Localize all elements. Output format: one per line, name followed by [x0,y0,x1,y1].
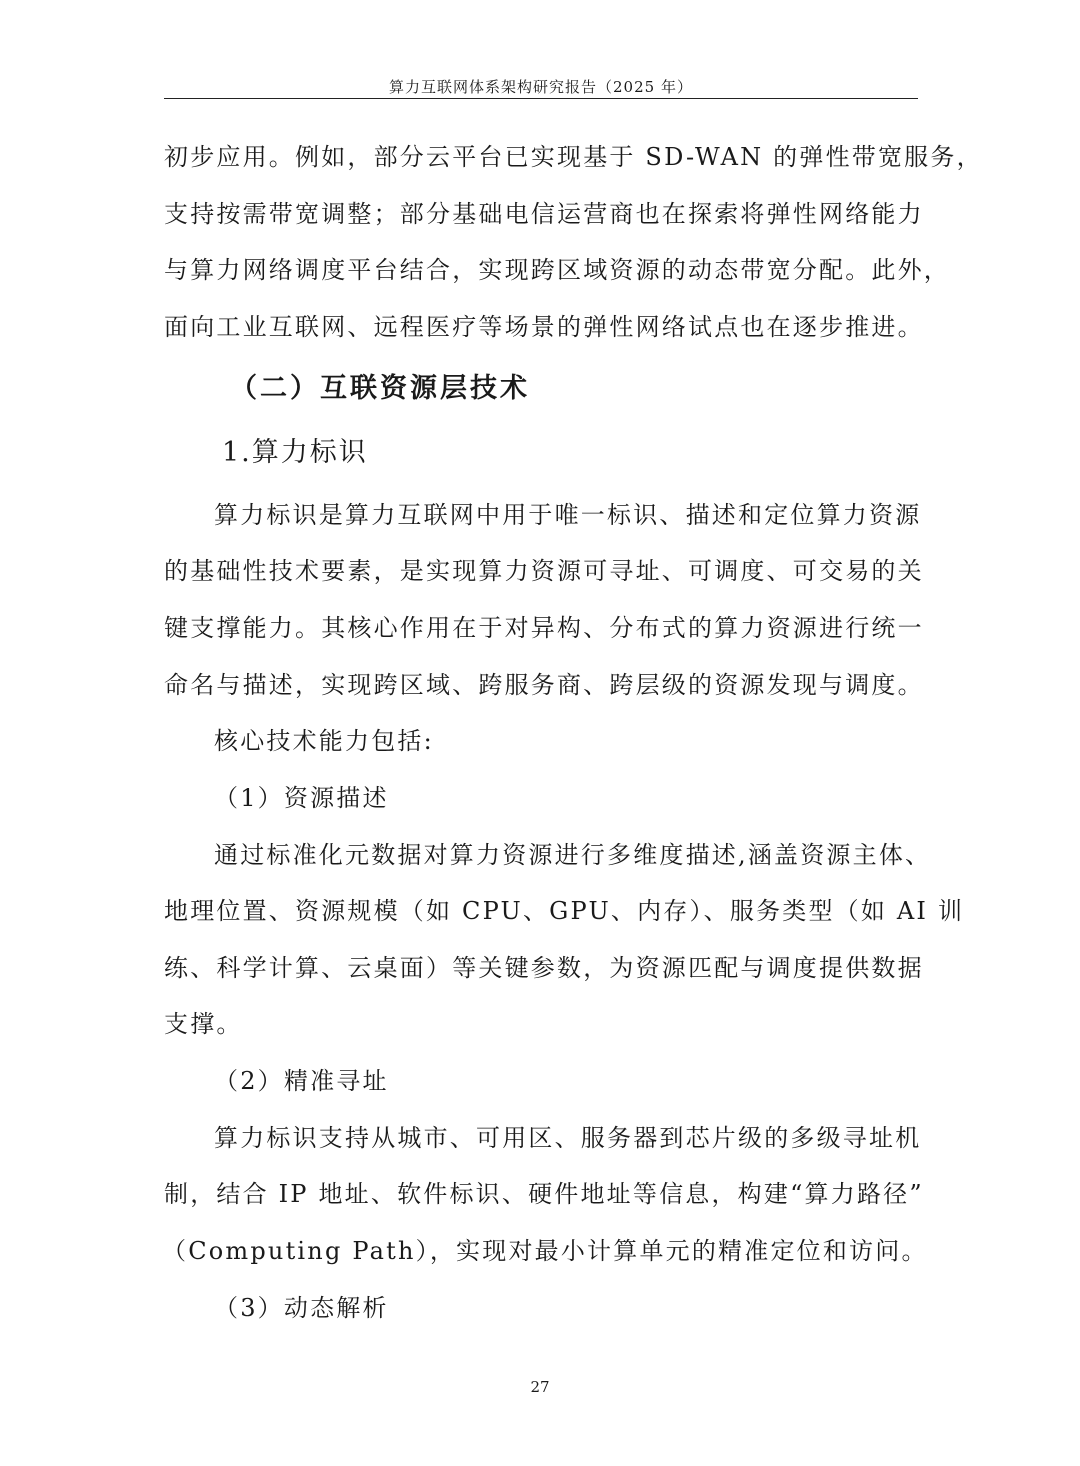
paragraph-line: 与算力网络调度平台结合，实现跨区域资源的动态带宽分配。此外， [164,256,950,284]
item-heading: （1）资源描述 [214,784,389,812]
item-heading: （3）动态解析 [214,1294,389,1322]
section-heading: （二）互联资源层技术 [230,373,530,404]
paragraph-line: 地理位置、资源规模（如 CPU、GPU、内存）、服务类型（如 AI 训 [164,897,965,925]
paragraph-line: （Computing Path），实现对最小计算单元的精准定位和访问。 [162,1237,928,1265]
paragraph-line: 通过标准化元数据对算力资源进行多维度描述,涵盖资源主体、 [214,841,932,869]
paragraph-line: 键支撑能力。其核心作用在于对异构、分布式的算力资源进行统一 [164,614,924,642]
capabilities-lead: 核心技术能力包括: [214,727,434,755]
paragraph-line: 初步应用。例如，部分云平台已实现基于 SD-WAN 的弹性带宽服务， [164,143,983,171]
paragraph-line: 的基础性技术要素，是实现算力资源可寻址、可调度、可交易的关 [164,557,924,585]
paragraph-line: 支撑。 [164,1010,243,1038]
paragraph-line: 面向工业互联网、远程医疗等场景的弹性网络试点也在逐步推进。 [164,313,924,341]
paragraph-line: 制，结合 IP 地址、软件标识、硬件地址等信息，构建“算力路径” [164,1180,924,1208]
header-rule [164,98,918,99]
page-number: 27 [530,1378,550,1396]
paragraph-line: 算力标识支持从城市、可用区、服务器到芯片级的多级寻址机 [214,1124,922,1152]
paragraph-line: 支持按需带宽调整；部分基础电信运营商也在探索将弹性网络能力 [164,200,924,228]
paragraph-line: 算力标识是算力互联网中用于唯一标识、描述和定位算力资源 [214,501,922,529]
running-header: 算力互联网体系架构研究报告（2025 年） [389,78,693,96]
item-heading: （2）精准寻址 [214,1067,389,1095]
paragraph-line: 练、科学计算、云桌面）等关键参数，为资源匹配与调度提供数据 [164,954,924,982]
subsection-heading: 1.算力标识 [222,437,368,468]
paragraph-line: 命名与描述，实现跨区域、跨服务商、跨层级的资源发现与调度。 [164,671,924,699]
